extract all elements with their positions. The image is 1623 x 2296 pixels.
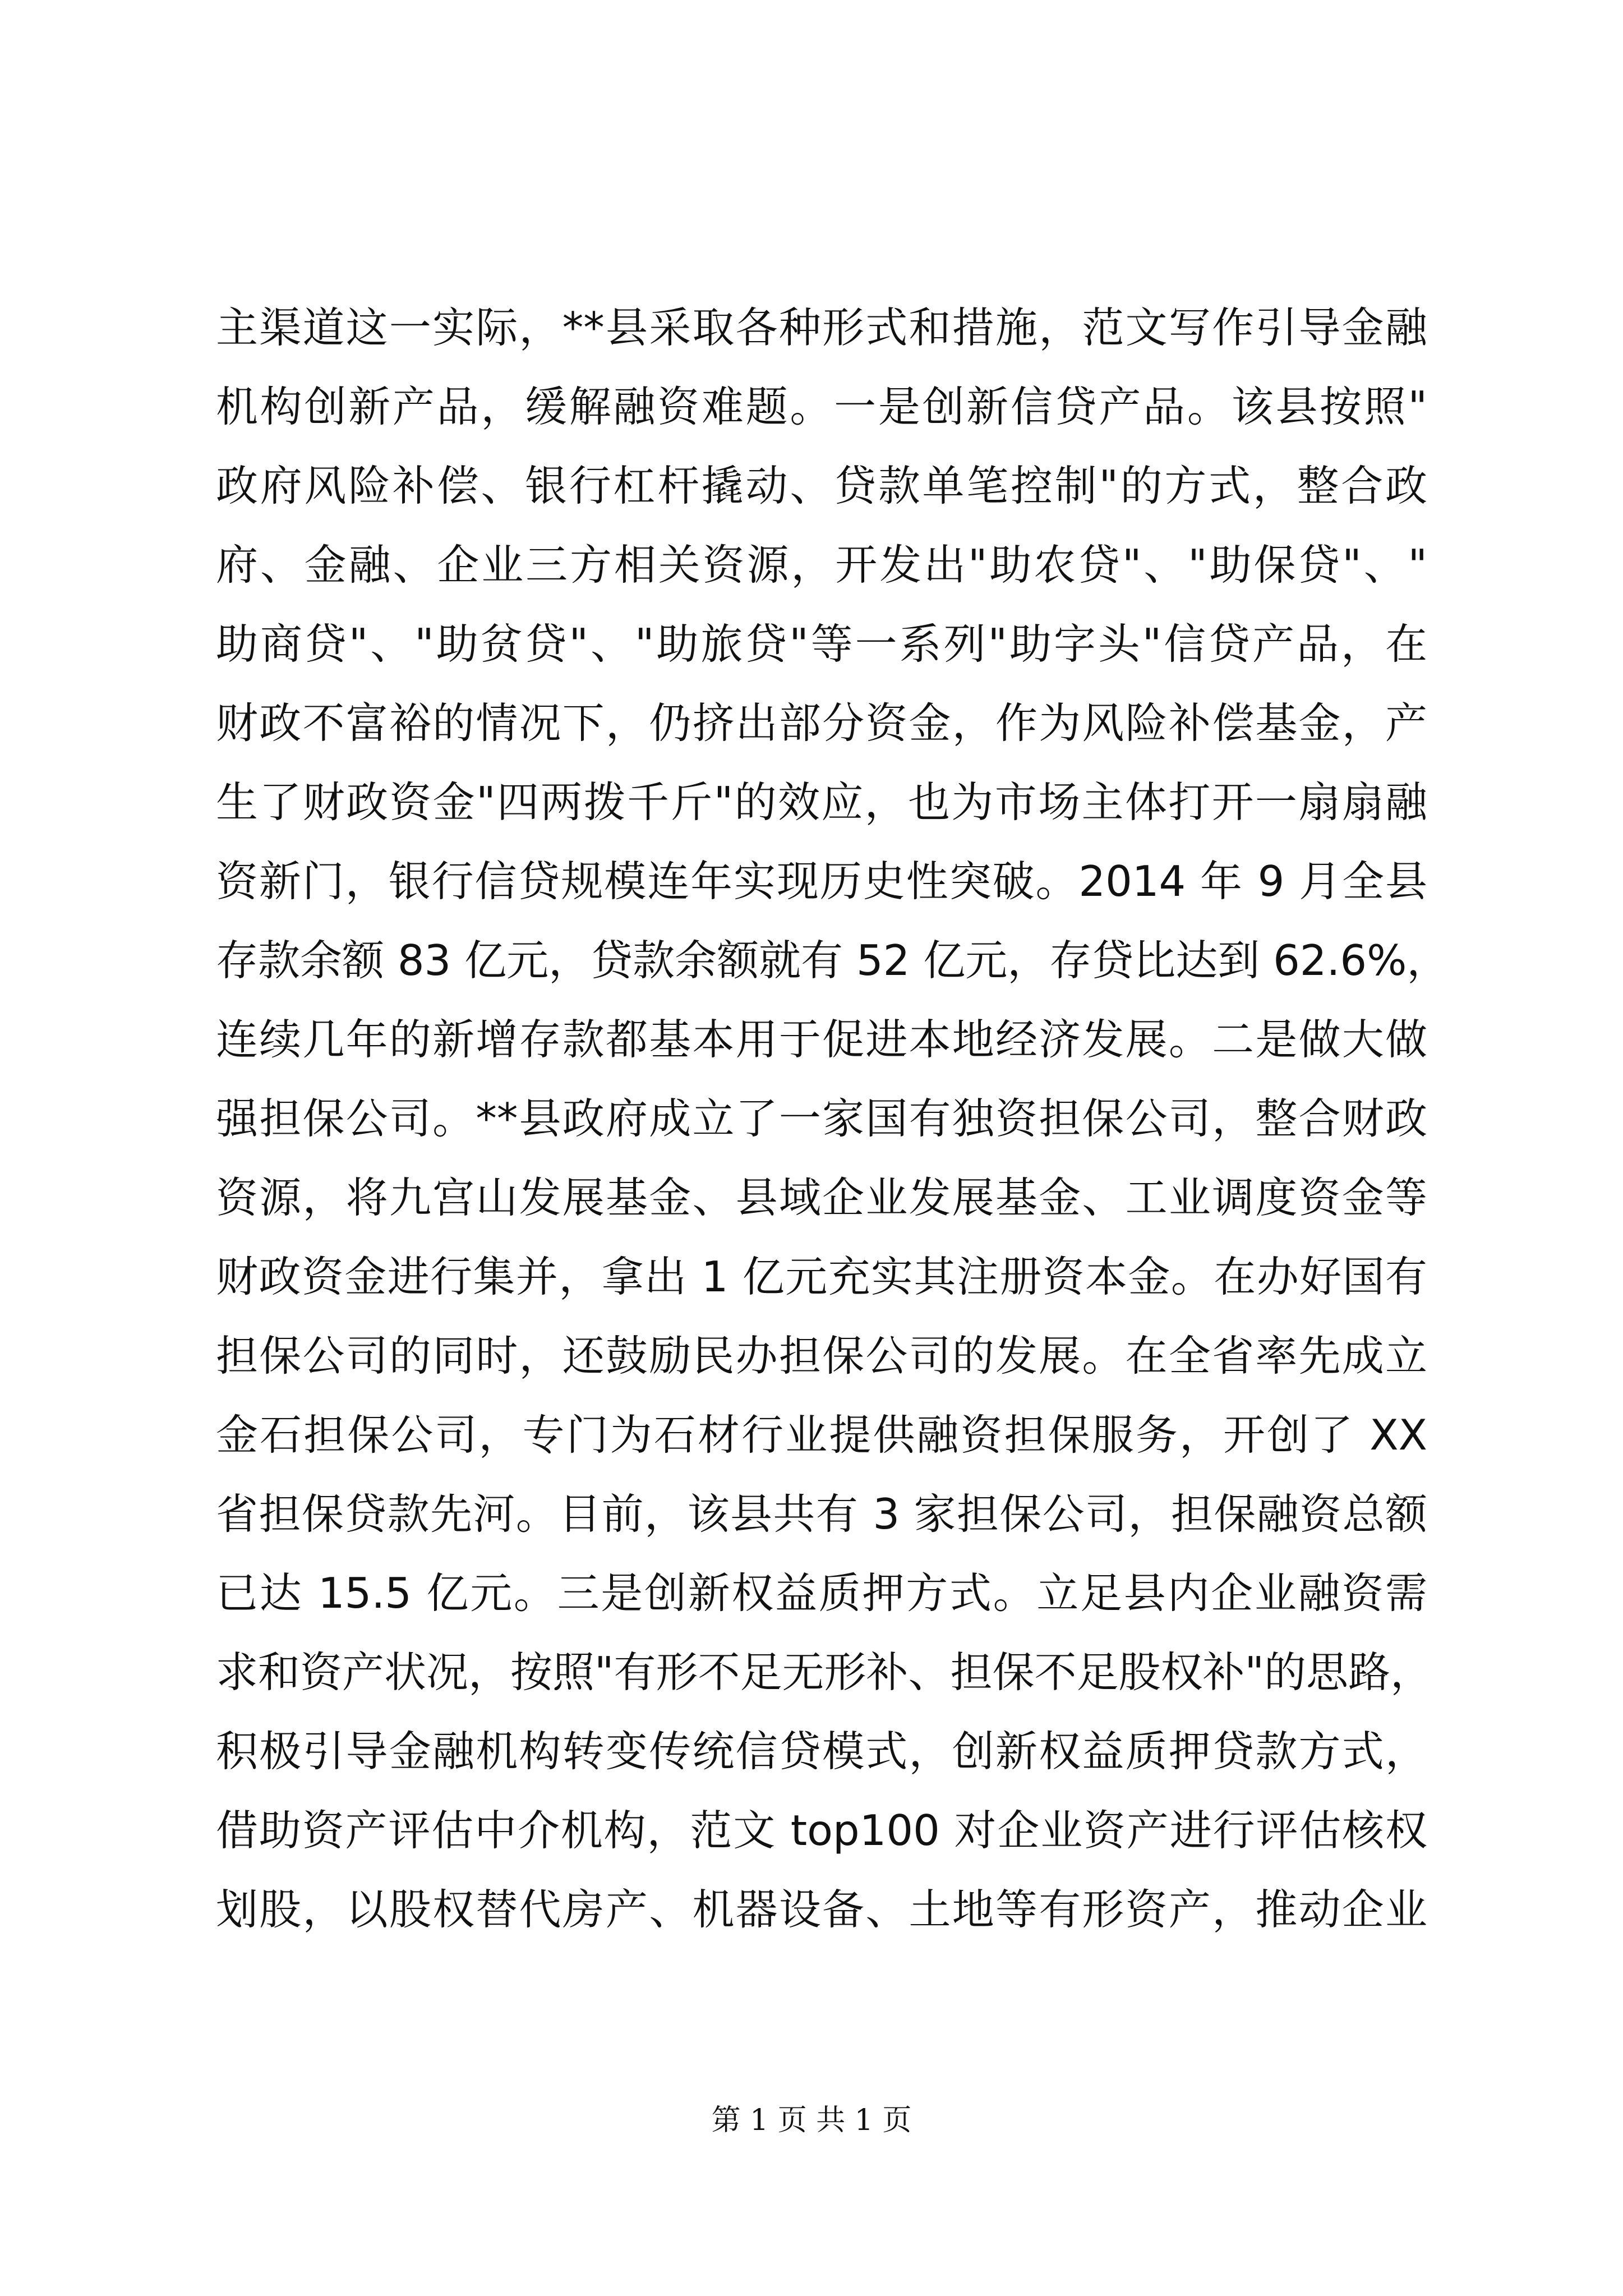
text-line: 府、金融、企业三方相关资源，开发出"助农贷"、"助保贷"、" xyxy=(216,540,1427,590)
text-line: 主渠道这一实际，**县采取各种形式和措施，范文写作引导金融 xyxy=(216,303,1427,352)
page-number-label: 第 1 页 共 1 页 xyxy=(711,2104,912,2137)
text-line: 机构创新产品，缓解融资难题。一是创新信贷产品。该县按照" xyxy=(216,382,1427,431)
text-line: 划股，以股权替代房产、机器设备、土地等有形资产，推动企业 xyxy=(216,1885,1427,1934)
text-line: 求和资产状况，按照"有形不足无形补、担保不足股权补"的思路， xyxy=(216,1648,1432,1697)
text-line: 金石担保公司，专门为石材行业提供融资担保服务，开创了 XX xyxy=(216,1410,1427,1460)
text-line: 存款余额 83 亿元，贷款余额就有 52 亿元，存贷比达到 62.6%， xyxy=(216,936,1449,985)
text-line: 担保公司的同时，还鼓励民办担保公司的发展。在全省率先成立 xyxy=(216,1331,1427,1381)
text-line: 强担保公司。**县政府成立了一家国有独资担保公司，整合财政 xyxy=(216,1094,1427,1143)
page-footer xyxy=(0,2101,1623,2140)
text-line: 借助资产评估中介机构，范文 top100 对企业资产进行评估核权 xyxy=(216,1806,1427,1855)
text-line: 已达 15.5 亿元。三是创新权益质押方式。立足县内企业融资需 xyxy=(216,1568,1427,1618)
text-line: 财政资金进行集并，拿出 1 亿元充实其注册资本金。在办好国有 xyxy=(216,1252,1427,1301)
text-line: 资源，将九宫山发展基金、县域企业发展基金、工业调度资金等 xyxy=(216,1173,1427,1222)
text-line: 积极引导金融机构转变传统信贷模式，创新权益质押贷款方式， xyxy=(216,1727,1427,1776)
body-text xyxy=(216,288,1449,1949)
text-line: 政府风险补偿、银行杠杆撬动、贷款单笔控制"的方式，整合政 xyxy=(216,461,1427,510)
text-line: 连续几年的新增存款都基本用于促进本地经济发展。二是做大做 xyxy=(216,1015,1427,1064)
text-line: 助商贷"、"助贫贷"、"助旅贷"等一系列"助字头"信贷产品，在 xyxy=(216,619,1427,669)
text-line: 生了财政资金"四两拨千斤"的效应，也为市场主体打开一扇扇融 xyxy=(216,777,1427,827)
text-line: 资新门，银行信贷规模连年实现历史性突破。2014 年 9 月全县 xyxy=(216,857,1427,906)
text-line: 省担保贷款先河。目前，该县共有 3 家担保公司，担保融资总额 xyxy=(216,1489,1427,1539)
text-line: 财政不富裕的情况下，仍挤出部分资金，作为风险补偿基金，产 xyxy=(216,698,1427,748)
